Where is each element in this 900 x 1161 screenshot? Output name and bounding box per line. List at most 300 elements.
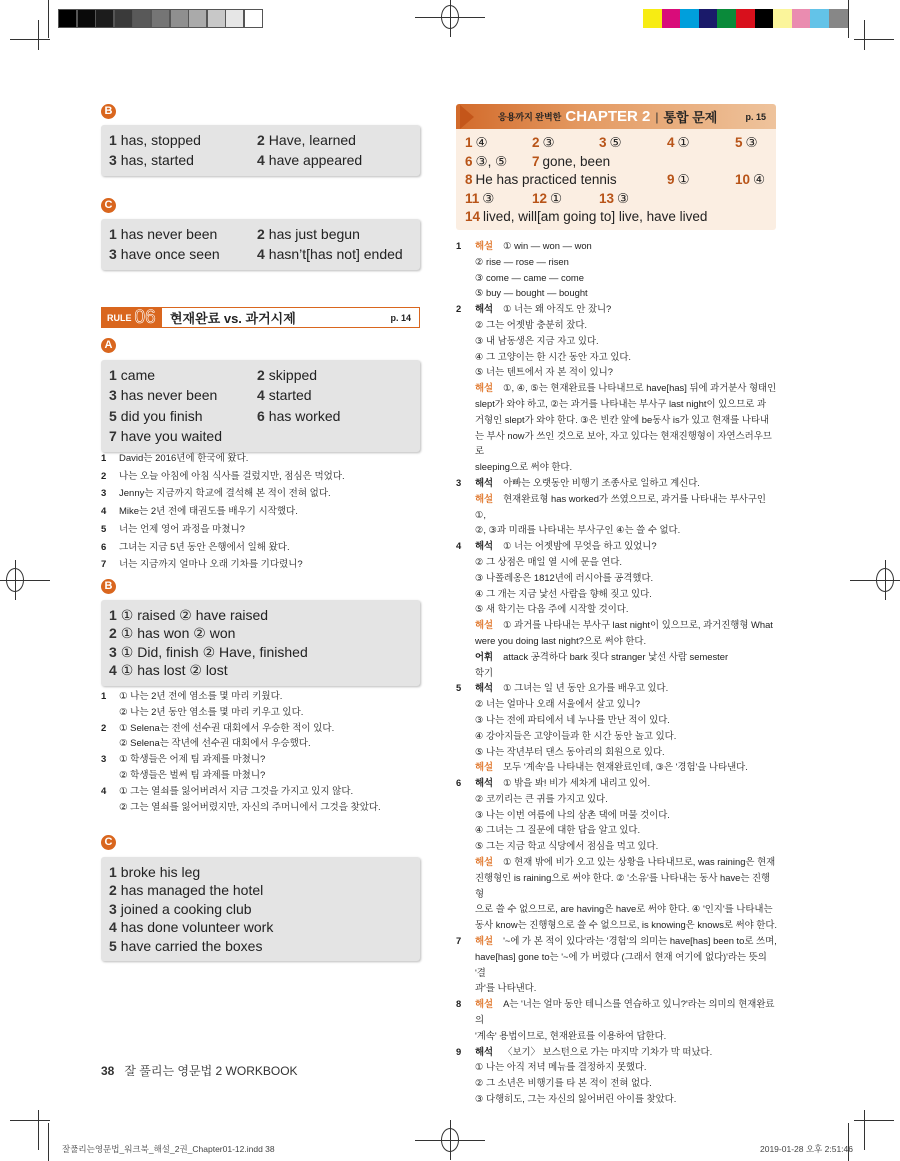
explanation-line (475, 1044, 777, 1060)
answer-text: ③ (745, 135, 758, 150)
color-swatch (717, 9, 736, 28)
explanation-label: 해설 (475, 856, 494, 868)
explanation-text: ③ 나는 전에 파티에서 네 누나를 만난 적이 있다. (475, 713, 670, 725)
answer-item (109, 606, 412, 624)
translation-line (101, 736, 381, 752)
item-number: 6 (101, 541, 107, 553)
answer-text: ③ (617, 190, 630, 206)
explanation-line (475, 901, 777, 917)
print-date: 2019-01-28 오후 2:51:46 (760, 1144, 853, 1154)
answer-item (109, 225, 257, 243)
crop-mark (854, 1120, 894, 1121)
gray-swatch (77, 9, 96, 28)
explanation-item (456, 301, 777, 475)
crop-mark (864, 20, 865, 50)
answer-item (109, 937, 412, 955)
explanation-text: ④ 그 개는 지금 낯선 사람을 향해 짖고 있다. (475, 587, 652, 599)
explanation-line (475, 349, 777, 365)
explanation-line (475, 554, 777, 570)
answer-item (109, 131, 257, 149)
explanation-text: sleeping으로 써야 한다. (475, 461, 573, 473)
explanation-lines (475, 301, 777, 475)
crop-mark (848, 0, 849, 38)
explanation-line (475, 270, 777, 286)
explanation-text: ③ 나는 이번 여름에 나의 삼촌 댁에 머물 것이다. (475, 808, 670, 820)
answer-item (109, 661, 412, 679)
explanation-line (475, 412, 777, 428)
item-number: 3 (101, 754, 107, 766)
explanation-text: ④ 그 고양이는 한 시간 동안 자고 있다. (475, 350, 632, 362)
explanation-text: 동사 know는 진행형으로 쓸 수 없으므로, is knowing은 knows로 써야 한다. (475, 919, 778, 931)
explanation-line (475, 428, 777, 460)
answer-item (109, 881, 412, 899)
explanation-label: 해석 (475, 540, 494, 552)
explanation-label: 해설 (475, 998, 494, 1010)
answer-text: broke his leg (120, 864, 201, 880)
answer-text: has never been (120, 226, 218, 242)
translation-line (101, 705, 381, 721)
section-label-c2: C (101, 835, 116, 850)
explanation-line (475, 696, 777, 712)
explanation-line (475, 633, 777, 649)
section-label-b2: B (101, 579, 116, 594)
answer-item (109, 643, 412, 661)
explanation-line (475, 396, 777, 412)
answer-text: ① has won ② won (120, 625, 236, 642)
answer-item (257, 407, 417, 425)
book-title: 잘 풀리는 영문법 2 WORKBOOK (124, 1064, 298, 1078)
answer-number: 1 (109, 864, 117, 880)
translation-line (101, 784, 381, 800)
answer-number: 11 (465, 190, 480, 206)
answer-row (465, 190, 767, 209)
color-swatch (643, 9, 662, 28)
explanation-line (475, 728, 777, 744)
answer-number: 3 (599, 135, 607, 150)
rule-header (101, 307, 420, 328)
explanation-text: 진행형인 is raining으로 써야 한다. ② '소유'를 나타내는 동사 have는 진행형 (475, 871, 771, 899)
answer-box-b (101, 125, 420, 176)
answer-number: 1 (109, 367, 117, 383)
translation-text: ② 그는 열쇠를 잃어버렸지만, 자신의 주머니에서 그것을 찾았다. (119, 801, 381, 813)
answer-number: 3 (109, 900, 117, 917)
explanation-label: 해석 (475, 476, 494, 488)
explanation-text: ⑤ buy — bought — bought (475, 287, 588, 299)
answer-box-b2 (101, 600, 420, 686)
answer-text: skipped (268, 367, 318, 383)
translation-text: ① Selena는 전에 선수권 대회에서 우승한 적이 있다. (119, 722, 335, 734)
translation-line (101, 521, 345, 539)
answer-number: 2 (109, 882, 117, 899)
explanation-line (475, 333, 777, 349)
explanation-line (475, 380, 777, 396)
file-slug: 잘풀리는영문법_워크북_해설_2권_Chapter01-12.indd 38 (62, 1144, 275, 1154)
answer-number: 4 (257, 152, 265, 169)
explanation-label: 해설 (475, 382, 494, 394)
chapter-subtitle: 통합 문제 (663, 110, 718, 125)
answer-item (109, 366, 257, 384)
answer-text: has done volunteer work (120, 919, 274, 936)
answer-item (109, 245, 257, 263)
color-swatch (736, 9, 755, 28)
answer-item (109, 386, 257, 404)
translation-text: ① 그는 열쇠를 잃어버려서 지금 그것을 가지고 있지 않다. (119, 785, 354, 797)
translation-line (101, 556, 345, 574)
explanation-text: were you doing last night?으로 써야 한다. (475, 634, 647, 646)
answer-number: 5 (109, 937, 117, 954)
item-number: 9 (456, 1045, 462, 1057)
explanation-text: 과'를 나타낸다. (475, 982, 537, 994)
explanation-line (475, 238, 777, 254)
explanation-line (475, 854, 777, 870)
chapter-answer-box (456, 129, 776, 230)
explanation-text: attack 공격하다 bark 짖다 stranger 낯선 사람 semester (503, 650, 729, 662)
crop-mark (854, 39, 894, 40)
explanation-label: 해석 (475, 1045, 494, 1057)
answer-text: has managed the hotel (120, 882, 264, 899)
translation-text: 너는 지금까지 얼마나 오래 기차를 기다렸니? (119, 559, 303, 571)
answer-text: have carried the boxes (120, 937, 263, 954)
explanation-line (475, 649, 777, 665)
explanation-line (475, 601, 777, 617)
translation-line (101, 485, 345, 503)
answer-number: 6 (465, 153, 473, 169)
answer-number: 8 (465, 172, 473, 188)
answer-item (465, 134, 488, 153)
answer-number: 13 (599, 190, 615, 206)
explanation-text: ① 과거를 나타내는 부사구 last night이 있으므로, 과거진행형 What (503, 619, 773, 631)
explanation-lines (475, 775, 777, 933)
explanation-lines (475, 1044, 777, 1107)
explanation-line (475, 301, 777, 317)
crop-mark (864, 1110, 865, 1150)
translation-text: Jenny는 지금까지 학교에 결석해 본 적이 전혀 없다. (119, 488, 331, 500)
explanation-line (475, 680, 777, 696)
item-number: 5 (456, 682, 462, 694)
section-label-c: C (101, 198, 116, 213)
gray-swatch (151, 9, 170, 28)
answer-number: 3 (109, 643, 117, 660)
item-number: 2 (456, 303, 462, 315)
answer-number: 3 (109, 387, 117, 404)
explanation-text: ②, ③과 미래를 나타내는 부사구인 ④는 쓸 수 없다. (475, 524, 681, 536)
page-number: 38 (101, 1064, 115, 1078)
explanation-text: ① 밖을 봐! 비가 세차게 내리고 있어. (503, 777, 651, 789)
crop-mark (48, 0, 49, 38)
answer-number: 4 (257, 387, 265, 404)
explanation-line (475, 254, 777, 270)
answer-item (109, 427, 257, 445)
explanation-text: 는 부사 now가 쓰인 것으로 보아, 자고 있다는 현재진행형이 자연스러우므로 (475, 429, 772, 457)
explanation-line (475, 317, 777, 333)
answer-item (109, 407, 257, 425)
item-number: 3 (101, 488, 107, 500)
translation-line (101, 539, 345, 557)
chapter-title: CHAPTER 2 (565, 108, 651, 125)
explanation-label: 어휘 (475, 650, 494, 662)
answer-text: ③ (482, 190, 495, 206)
explanation-line (475, 870, 777, 902)
answer-item (532, 190, 562, 209)
answer-number: 7 (532, 153, 540, 169)
answer-number: 6 (257, 407, 265, 424)
explanation-text: 아빠는 오랫동안 비행기 조종사로 일하고 계신다. (503, 476, 700, 488)
crop-mark (10, 1120, 50, 1121)
translation-line (101, 689, 381, 705)
answer-number: 10 (735, 172, 751, 188)
answer-text: ① raised ② have raised (120, 607, 269, 623)
item-number: 8 (456, 998, 462, 1010)
color-swatch (810, 9, 829, 28)
explanation-text: ⑤ 너는 텐트에서 자 본 적이 있니? (475, 366, 613, 378)
answer-text: joined a cooking club (120, 900, 252, 917)
registration-mark-icon (441, 1128, 459, 1152)
answer-text: hasn’t[has not] ended (268, 246, 403, 263)
answer-item (257, 131, 417, 149)
explanation-text: ⑤ 그는 지금 학교 식당에서 점심을 먹고 있다. (475, 840, 659, 852)
crop-mark (38, 1110, 39, 1150)
explanation-text: '계속' 용법이므로, 현재완료를 이용하여 답한다. (475, 1029, 667, 1041)
rule-tag (102, 308, 162, 327)
answer-text: ③ (542, 135, 555, 150)
item-number: 4 (101, 506, 107, 518)
explanation-text: ③ 나폴레옹은 1812년에 러시아를 공격했다. (475, 571, 654, 583)
translation-line (101, 468, 345, 486)
answer-item (109, 624, 412, 642)
explanation-line (475, 1028, 777, 1044)
answer-text: have once seen (120, 246, 220, 263)
explanation-line (475, 570, 777, 586)
translation-line (101, 768, 381, 784)
answer-item (465, 208, 707, 227)
explanation-line (475, 775, 777, 791)
explanation-text: ① 너는 왜 아직도 안 잤니? (503, 303, 612, 315)
answer-number: 2 (257, 132, 265, 148)
answer-row (465, 208, 767, 227)
chevron-icon (460, 105, 474, 129)
answer-number: 1 (109, 132, 117, 148)
crop-mark (848, 1123, 849, 1161)
explanation-line (475, 459, 777, 475)
answer-item (532, 153, 610, 172)
answer-row (465, 134, 767, 153)
answer-text: have you waited (120, 428, 222, 445)
answer-text: has worked (268, 407, 341, 424)
translation-text: ① 나는 2년 전에 염소를 몇 마리 키웠다. (119, 691, 283, 702)
gray-swatch (95, 9, 114, 28)
translation-line (101, 721, 381, 737)
answer-item (735, 134, 758, 153)
registration-mark-icon (876, 568, 894, 592)
crop-mark (38, 20, 39, 50)
answer-item (109, 918, 412, 936)
explanation-text: ③ 내 남동생은 지금 자고 있다. (475, 334, 599, 346)
item-number: 7 (101, 559, 107, 571)
answer-number: 9 (667, 172, 675, 188)
answer-number: 12 (532, 190, 548, 206)
item-number: 4 (101, 785, 107, 797)
color-swatch (662, 9, 681, 28)
translation-text: Mike는 2년 전에 태권도를 배우기 시작했다. (119, 506, 298, 518)
item-number: 2 (101, 722, 107, 734)
explanation-item (456, 680, 777, 775)
explanation-text: ①, ④, ⑤는 현재완료를 나타내므로 have[has] 뒤에 과거분사 형태인 (503, 382, 777, 394)
answer-text: have appeared (268, 152, 363, 169)
page-footer (101, 1062, 298, 1079)
answer-number: 2 (257, 226, 265, 242)
color-swatch (773, 9, 792, 28)
item-number: 1 (456, 240, 462, 251)
explanation-item (456, 1044, 777, 1107)
explanation-line (475, 822, 777, 838)
explanation-line (475, 1091, 777, 1107)
explanation-text: ② 그는 어젯밤 충분히 잤다. (475, 318, 587, 330)
color-swatch (829, 9, 848, 28)
answer-row (465, 153, 767, 172)
answer-text: ⑤ (609, 135, 622, 150)
explanation-lines (475, 475, 777, 538)
explanation-line (475, 996, 777, 1028)
explanation-text: '~에 가 본 적이 있다'라는 '경험'의 의미는 have[has] been to로 쓰며, (503, 935, 777, 947)
crop-mark (48, 1123, 49, 1161)
answer-number: 2 (257, 367, 265, 383)
registration-mark-icon (6, 568, 24, 592)
gray-swatch (207, 9, 226, 28)
explanation-text: 현재완료형 has worked가 쓰였으므로, 과거를 나타내는 부사구인 ①, (475, 492, 766, 520)
answer-item (667, 134, 690, 153)
item-number: 1 (101, 453, 107, 464)
answer-text: ④ (753, 172, 766, 188)
section-label-b: B (101, 104, 116, 119)
translation-line (101, 503, 345, 521)
answer-item (532, 134, 555, 153)
explanation-line (475, 980, 777, 996)
explanation-label: 해설 (475, 619, 494, 631)
translation-text: 너는 언제 영어 과정을 마쳤니? (119, 523, 245, 535)
explanation-text: ① 너는 어젯밤에 무엇을 하고 있었니? (503, 540, 657, 552)
item-number: 2 (101, 470, 107, 482)
answer-row (465, 171, 767, 190)
explanation-text: ② 그 상점은 매일 열 시에 문을 연다. (475, 555, 622, 567)
explanation-item (456, 775, 777, 933)
explanation-text: ⑤ 새 학기는 다음 주에 시작할 것이다. (475, 603, 629, 615)
translation-text: ② 나는 2년 동안 염소를 몇 마리 키우고 있다. (119, 706, 304, 718)
answer-box-a (101, 360, 420, 452)
gray-swatch (114, 9, 133, 28)
answer-text: ① (677, 135, 690, 150)
answer-item (465, 190, 494, 209)
crop-mark (10, 39, 50, 40)
answer-item (109, 863, 412, 881)
answer-number: 2 (109, 625, 117, 642)
divider: | (655, 109, 659, 124)
answer-item (257, 225, 417, 243)
translation-list-b2 (101, 689, 381, 815)
answer-text: has, started (120, 152, 194, 169)
explanation-text: ② 그 소년은 비행기를 타 본 적이 전혀 없다. (475, 1077, 652, 1089)
answer-text: ① (550, 190, 563, 206)
answer-number: 7 (109, 428, 117, 445)
explanation-line (475, 744, 777, 760)
explanation-text: ② rise — rose — risen (475, 255, 569, 267)
explanation-label: 해석 (475, 303, 494, 315)
gray-swatch (58, 9, 77, 28)
answer-number: 1 (109, 607, 117, 623)
answer-item (257, 386, 417, 404)
answer-box-c (101, 219, 420, 270)
explanation-text: ② 코끼리는 큰 귀를 가지고 있다. (475, 792, 608, 804)
answer-item (667, 171, 690, 190)
answer-item (465, 153, 507, 172)
explanation-line (475, 1075, 777, 1091)
item-number: 6 (456, 777, 462, 789)
item-number: 3 (456, 476, 462, 488)
chapter-pretitle: 응용까지 완벽한 (498, 112, 562, 122)
answer-text: ① Did, finish ② Have, finished (120, 643, 308, 660)
answer-text: He has practiced tennis (475, 172, 617, 188)
answer-text: Have, learned (268, 132, 356, 148)
explanation-line (475, 791, 777, 807)
color-swatch (699, 9, 718, 28)
explanation-item (456, 538, 777, 680)
gray-swatch (188, 9, 207, 28)
answer-text: ① (677, 172, 690, 188)
translation-list-a (101, 450, 345, 574)
answer-number: 4 (667, 135, 675, 150)
answer-item (257, 366, 417, 384)
answer-item (599, 134, 622, 153)
explanation-text: 모두 '계속'을 나타내는 현재완료인데, ③은 '경험'을 나타낸다. (503, 761, 748, 773)
explanation-text: 〈보기〉 보스턴으로 가는 마지막 기차가 막 떠났다. (503, 1045, 713, 1057)
answer-number: 3 (109, 152, 117, 169)
answer-number: 5 (109, 407, 117, 424)
item-number: 5 (101, 523, 107, 535)
answer-item (599, 190, 629, 209)
explanation-line (475, 949, 777, 981)
answer-item (109, 151, 257, 169)
translation-line (101, 800, 381, 816)
explanation-lines (475, 680, 777, 775)
answer-text: ③, ⑤ (475, 153, 508, 169)
gray-swatch (132, 9, 151, 28)
explanation-text: ① 나는 아직 저녁 메뉴를 결정하지 못했다. (475, 1061, 647, 1073)
explanation-text: ③ come — came — come (475, 271, 584, 283)
explanation-label: 해석 (475, 777, 494, 789)
answer-item (109, 900, 412, 918)
answer-text: has, stopped (120, 132, 201, 148)
explanation-line (475, 475, 777, 491)
translation-text: ② 학생들은 벌써 팀 과제를 마쳤니? (119, 769, 266, 781)
explanation-line (475, 617, 777, 633)
explanation-text: 학기 (475, 666, 494, 678)
translation-line (101, 450, 345, 468)
explanation-text: ② 너는 얼마나 오래 서울에서 살고 있니? (475, 698, 641, 710)
explanation-text: 거형인 slept가 와야 한다. ③은 빈칸 앞에 be동사 is가 있고 현재를 나타내 (475, 413, 770, 425)
explanation-line (475, 807, 777, 823)
explanation-lines (475, 933, 777, 996)
explanation-text: slept가 와야 하고, ②는 과거를 나타내는 부사구 last night이 있으므로 과 (475, 397, 767, 409)
rule-title: 현재완료 vs. 과거시제 (170, 311, 296, 326)
explanation-line (475, 1059, 777, 1075)
color-swatch (792, 9, 811, 28)
explanation-lines (475, 996, 777, 1043)
explanation-item (456, 933, 777, 996)
answer-number: 1 (109, 226, 117, 242)
answer-text: came (120, 367, 156, 383)
explanation-line (475, 364, 777, 380)
explanation-line (475, 665, 777, 681)
item-number: 1 (101, 691, 107, 702)
